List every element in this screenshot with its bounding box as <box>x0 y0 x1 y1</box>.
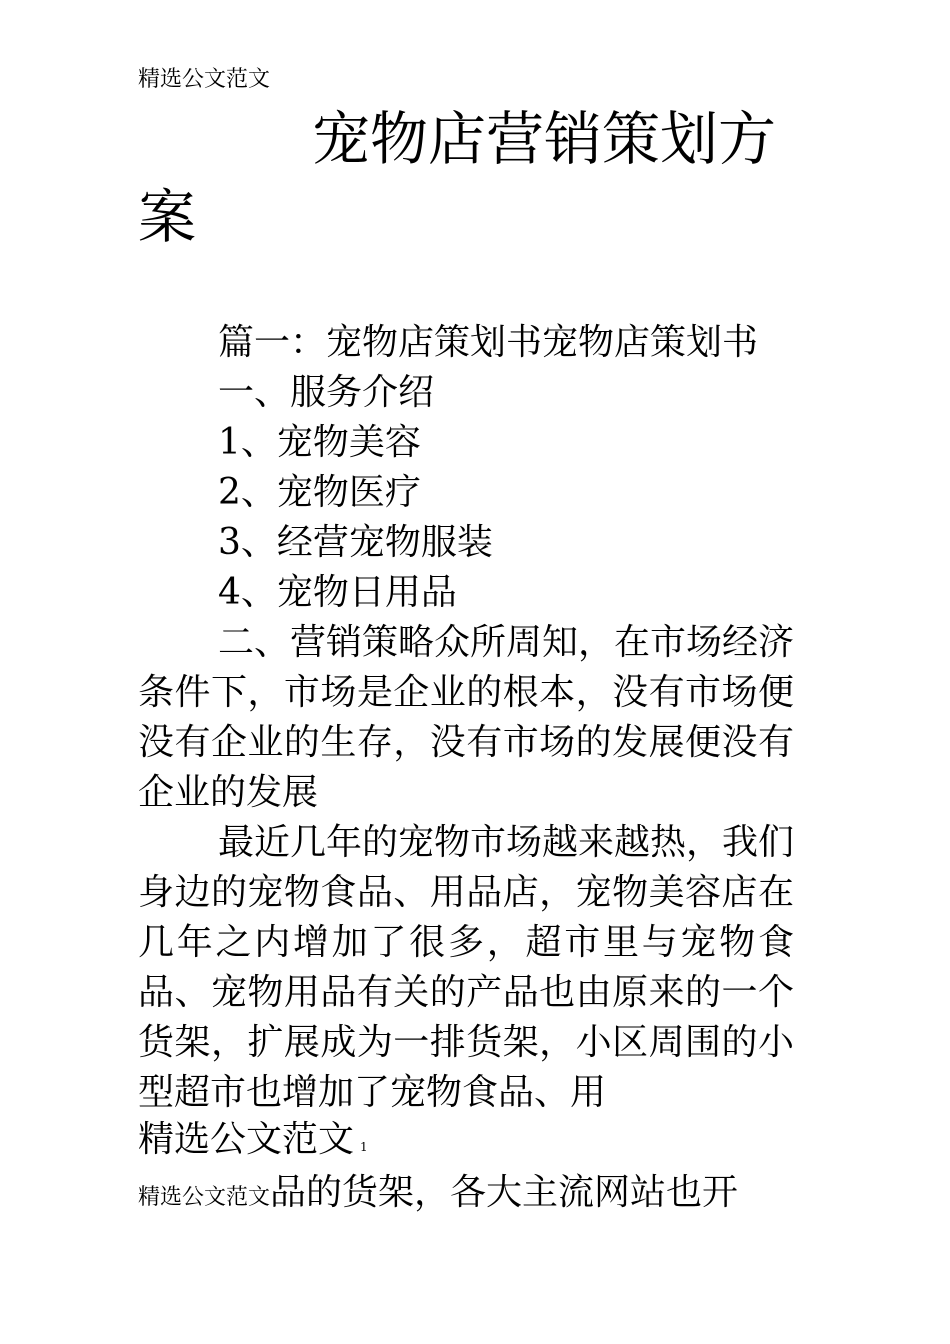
paragraph-item-2: 2、宠物医疗 <box>218 472 421 513</box>
page-header: 精选公文范文 <box>138 67 271 92</box>
next-page-header: 精选公文范文 <box>138 1185 271 1210</box>
paragraph-item-3: 3、经营宠物服装 <box>218 522 493 563</box>
next-page-text: 品的货架，各大主流网站也开 <box>270 1172 739 1213</box>
paragraph-item-4: 4、宠物日用品 <box>218 572 457 613</box>
paragraph-marketing-strategy: 二、营销策略众所周知，在市场经济条件下，市场是企业的根本，没有市场便没有企业的生存，没有市场的发展便没有企业的发展 <box>138 622 795 813</box>
page-footer <box>138 1115 368 1172</box>
paragraph-item-1: 1、宠物美容 <box>218 422 421 463</box>
footer-label: 精选公文范文 <box>138 1119 355 1160</box>
document-body <box>138 318 794 1118</box>
paragraph-service-intro: 一、服务介绍 <box>218 372 435 413</box>
paragraph-section-heading: 篇一：宠物店策划书宠物店策划书 <box>218 322 759 363</box>
page-number: 1 <box>360 1140 368 1154</box>
next-page-first-line <box>138 1168 738 1224</box>
document-title: 宠物店营销策划方案 <box>138 105 777 251</box>
paragraph-market-trend: 最近几年的宠物市场越来越热，我们身边的宠物食品、用品店，宠物美容店在几年之内增加了很多，超市里与宠物食品、宠物用品有关的产品也由原来的一个货架，扩展成为一排货架，小区周围的小型超市也增加了宠物食品、用 <box>138 822 795 1113</box>
